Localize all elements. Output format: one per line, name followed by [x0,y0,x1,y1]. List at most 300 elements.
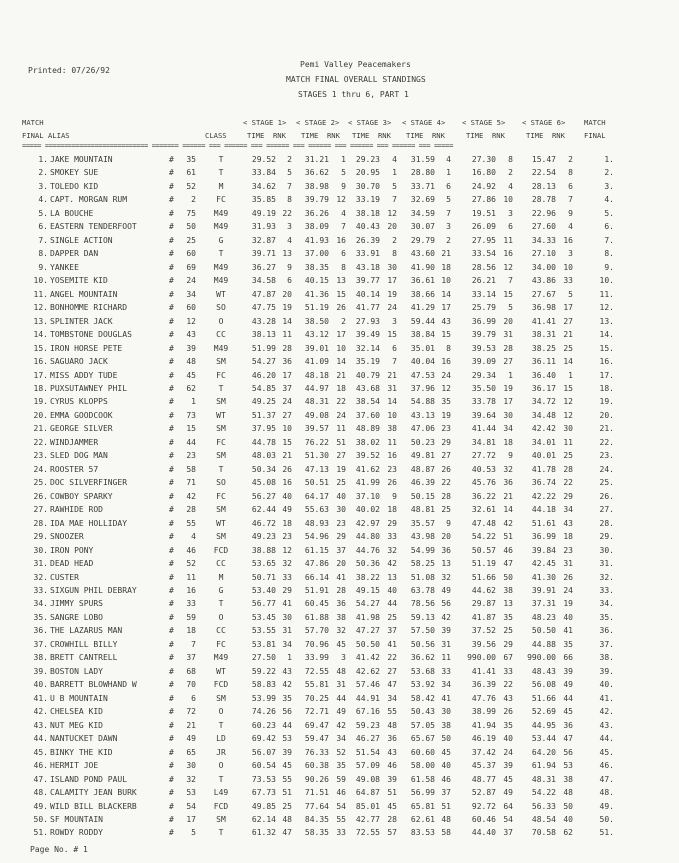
hash-mark: # [169,357,174,367]
row-place: 46. [33,761,48,771]
row-alias: BINKY THE KID [50,747,113,757]
stage3-time: 33.19 [355,195,380,205]
column-header-match-right: MATCH [584,118,606,127]
row-alias: SF MOUNTAIN [50,814,103,824]
stage1-rank: 15 [282,437,292,447]
stage4-rank: 22 [441,478,451,488]
stage4-time: 50.15 [410,491,435,501]
stage1-time: 31.93 [251,222,276,232]
stage6-rank: 28 [563,464,573,474]
stage1-rank: 53 [282,734,292,744]
stage2-time: 33.99 [304,653,329,663]
column-header-stage6: < STAGE 6> [522,118,566,127]
row-shooter-number: 44 [186,437,196,447]
row-match-final: 7. [604,235,614,245]
row-match-final: 23. [599,451,614,461]
stage5-rank: 1 [508,370,513,380]
stage5-rank: 50 [503,572,513,582]
row-class: WT [216,518,226,528]
row-match-final: 46. [599,761,614,771]
stage1-time: 39.71 [251,249,276,259]
column-header-time-rnk-6: TIME RNK [526,131,565,140]
stage5-rank: 36 [503,478,513,488]
stage4-time: 41.90 [410,262,435,272]
stage3-rank: 32 [387,545,397,555]
stage3-time: 30.70 [355,181,380,191]
row-class: T [218,720,224,730]
stage6-rank: 53 [563,761,573,771]
row-place: 47. [33,774,48,784]
row-class: JR [216,747,226,757]
stage5-time: 27.95 [471,235,496,245]
stage5-rank: 35 [503,612,513,622]
stage4-time: 54.88 [410,397,435,407]
stage5-time: 92.72 [471,801,496,811]
row-match-final: 26. [599,491,614,501]
stage2-rank: 25 [336,478,346,488]
row-match-final: 40. [599,680,614,690]
row-shooter-number: 62 [186,383,196,393]
row-alias: DEAD HEAD [50,559,94,569]
stage2-time: 40.15 [304,276,329,286]
stage4-time: 33.71 [410,181,435,191]
row-shooter-number: 53 [186,788,196,798]
stage4-rank: 10 [441,276,451,286]
stage5-rank: 47 [503,559,513,569]
stage6-time: 56.33 [531,801,556,811]
stage4-time: 47.06 [410,424,435,434]
stage5-rank: 24 [503,747,513,757]
row-alias: LA BOUCHE [50,208,94,218]
stage4-rank: 28 [441,491,451,501]
stage2-rank: 41 [336,572,346,582]
stage4-time: 50.56 [410,639,435,649]
stage5-time: 39.09 [471,357,496,367]
hash-mark: # [169,478,174,488]
stage3-time: 38.02 [355,437,380,447]
row-alias: CYRUS KLOPPS [50,397,108,407]
stage6-rank: 9 [568,208,573,218]
hash-mark: # [169,491,174,501]
stage1-time: 73.53 [251,774,276,784]
stage5-rank: 49 [503,788,513,798]
stage1-rank: 8 [287,195,292,205]
stage6-rank: 39 [563,666,573,676]
row-shooter-number: 15 [186,424,196,434]
stage5-time: 36.39 [471,680,496,690]
stage1-rank: 43 [282,666,292,676]
stage4-time: 30.07 [410,222,435,232]
report-subtitle: STAGES 1 thru 6, PART 1 [298,90,409,99]
stage1-time: 56.77 [251,599,276,609]
stage2-time: 39.01 [304,343,329,353]
stage2-rank: 49 [336,707,346,717]
stage4-time: 35.57 [410,518,435,528]
row-class: O [218,707,224,717]
row-match-final: 43. [599,720,614,730]
table-row [0,613,679,626]
stage1-time: 54.27 [251,357,276,367]
stage2-rank: 45 [336,639,346,649]
stage3-time: 42.62 [355,666,380,676]
row-place: 28. [33,518,48,528]
stage5-time: 41.44 [471,424,496,434]
stage3-rank: 16 [387,451,397,461]
stage2-rank: 37 [336,545,346,555]
stage2-rank: 17 [336,330,346,340]
stage6-time: 34.00 [531,262,556,272]
row-alias: EASTERN TENDERFOOT [50,222,137,232]
row-alias: SANGRE LOBO [50,612,103,622]
stage6-rank: 29 [563,491,573,501]
stage4-time: 50.43 [410,707,435,717]
stage3-time: 48.89 [355,424,380,434]
stage6-rank: 47 [563,734,573,744]
stage5-rank: 4 [508,181,513,191]
row-alias: COWBOY SPARKY [50,491,113,501]
row-match-final: 42. [599,707,614,717]
row-alias: EMMA GOODCOOK [50,410,113,420]
stage5-time: 44.62 [471,586,496,595]
stage5-rank: 43 [503,693,513,703]
row-match-final: 6. [604,222,614,232]
stage1-rank: 18 [282,518,292,528]
stage6-rank: 45 [563,707,573,717]
stage4-time: 65.81 [410,801,435,811]
table-row [0,424,679,437]
stage5-time: 27.86 [471,195,496,205]
row-place: 5. [38,208,48,218]
stage6-time: 28.78 [531,195,556,205]
stage5-rank: 2 [508,168,513,178]
stage4-rank: 24 [441,370,451,380]
row-alias: SNOOZER [50,532,84,542]
stage1-time: 69.42 [251,734,276,744]
row-match-final: 36. [599,626,614,636]
stage4-rank: 12 [441,383,451,393]
stage5-rank: 28 [503,343,513,353]
stage6-rank: 34 [563,505,573,515]
row-alias: CROWHILL BILLY [50,639,118,649]
stage1-rank: 4 [287,235,292,245]
stage3-time: 41.99 [355,478,380,488]
stage2-rank: 34 [336,734,346,744]
stage2-time: 70.96 [304,639,329,649]
stage2-rank: 26 [336,303,346,313]
stage2-rank: 13 [336,276,346,286]
row-alias: ANGEL MOUNTAIN [50,289,118,299]
row-match-final: 9. [604,262,614,272]
row-alias: YOSEMITE KID [50,276,108,286]
stage4-rank: 45 [441,747,451,757]
stage4-rank: 25 [441,505,451,515]
row-shooter-number: 6 [191,693,196,703]
stage3-time: 35.19 [355,357,380,367]
row-place: 2. [38,168,48,178]
table-row [0,384,679,397]
stage2-rank: 28 [336,586,346,595]
stage3-rank: 7 [392,357,397,367]
table-row [0,788,679,801]
stage1-time: 49.23 [251,532,276,542]
stage2-time: 71.51 [304,788,329,798]
row-class: SM [216,532,226,542]
column-header-stage5: < STAGE 5> [462,118,506,127]
stage2-rank: 12 [336,195,346,205]
stage4-time: 59.44 [410,316,435,326]
row-place: 35. [33,612,48,622]
stage2-time: 69.47 [304,720,329,730]
stage1-rank: 51 [282,788,292,798]
row-alias: SINGLE ACTION [50,235,113,245]
stage2-time: 48.31 [304,397,329,407]
stage6-time: 48.31 [531,774,556,784]
row-match-final: 39. [599,666,614,676]
stage5-rank: 39 [503,761,513,771]
stage1-rank: 1 [287,653,292,663]
row-alias: ROOSTER 57 [50,464,99,474]
stage3-time: 41.77 [355,303,380,313]
stage4-time: 35.01 [410,343,435,353]
stage6-rank: 18 [563,532,573,542]
row-alias: NUT MEG KID [50,720,103,730]
stage1-time: 53.55 [251,626,276,636]
row-class: T [218,383,224,393]
row-class: M [218,572,224,582]
stage6-rank: 2 [568,155,573,164]
stage1-rank: 10 [282,424,292,434]
stage1-time: 48.03 [251,451,276,461]
hash-mark: # [169,680,174,690]
stage3-rank: 24 [387,303,397,313]
stage5-rank: 42 [503,518,513,528]
hash-mark: # [169,370,174,380]
stage2-time: 51.19 [304,303,329,313]
stage3-time: 49.08 [355,774,380,784]
stage6-time: 37.31 [531,599,556,609]
row-match-final: 44. [599,734,614,744]
row-class: M49 [213,343,229,353]
stage4-time: 46.39 [410,478,435,488]
stage5-time: 16.80 [471,168,496,178]
stage2-time: 41.09 [304,357,329,367]
row-class: CC [216,330,226,340]
stage4-time: 53.68 [410,666,435,676]
stage6-time: 22.54 [531,168,556,178]
table-row [0,775,679,788]
table-row [0,438,679,451]
stage6-time: 39.91 [531,586,556,595]
stage2-rank: 18 [336,383,346,393]
table-row [0,694,679,707]
row-match-final: 49. [599,801,614,811]
stage4-time: 49.81 [410,451,435,461]
stage4-time: 43.98 [410,532,435,542]
stage5-rank: 16 [503,249,513,259]
row-alias: GEORGE SILVER [50,424,113,434]
stage3-rank: 48 [387,720,397,730]
stage5-rank: 27 [503,357,513,367]
stage5-rank: 8 [508,155,513,164]
table-row [0,249,679,262]
stage1-rank: 30 [282,612,292,622]
hash-mark: # [169,653,174,663]
row-class: SM [216,357,226,367]
stage3-time: 40.43 [355,222,380,232]
row-alias: DAPPER DAN [50,249,99,259]
hash-mark: # [169,330,174,340]
stage1-time: 49.19 [251,208,276,218]
hash-mark: # [169,612,174,622]
row-match-final: 28. [599,518,614,528]
row-place: 7. [38,235,48,245]
stage5-time: 40.53 [471,464,496,474]
table-row [0,451,679,464]
stage1-time: 53.65 [251,559,276,569]
stage5-time: 52.87 [471,788,496,798]
stage2-time: 38.50 [304,316,329,326]
row-place: 24. [33,464,48,474]
row-place: 21. [33,424,48,434]
stage5-rank: 7 [508,276,513,286]
stage6-rank: 40 [563,612,573,622]
stage3-time: 29.23 [355,155,380,164]
hash-mark: # [169,707,174,717]
stage3-time: 38.54 [355,397,380,407]
row-shooter-number: 73 [186,410,196,420]
stage2-time: 41.93 [304,235,329,245]
stage3-time: 20.95 [355,168,380,178]
stage3-rank: 51 [387,788,397,798]
table-row [0,357,679,370]
row-class: WT [216,410,226,420]
row-match-final: 22. [599,437,614,447]
row-shooter-number: 50 [186,222,196,232]
stage2-rank: 22 [336,397,346,407]
row-class: SM [216,505,226,515]
stage3-rank: 33 [387,532,397,542]
stage2-rank: 48 [336,666,346,676]
stage4-rank: 17 [441,303,451,313]
row-shooter-number: 4 [191,532,196,542]
table-row [0,815,679,828]
stage1-rank: 55 [282,774,292,784]
stage6-rank: 14 [563,357,573,367]
stage2-rank: 16 [336,235,346,245]
stage6-rank: 17 [563,303,573,313]
stage6-time: 27.60 [531,222,556,232]
stage5-time: 45.76 [471,478,496,488]
hash-mark: # [169,559,174,569]
hash-mark: # [169,505,174,515]
stage4-time: 62.61 [410,814,435,824]
stage3-time: 27.93 [355,316,380,326]
row-shooter-number: 24 [186,276,196,286]
stage1-rank: 3 [287,222,292,232]
stage2-rank: 24 [336,410,346,420]
stage6-rank: 41 [563,626,573,636]
table-row [0,599,679,612]
row-alias: CAPT. MORGAN RUM [50,195,128,205]
hash-mark: # [169,586,174,595]
stage6-time: 36.74 [531,478,556,488]
stage3-rank: 6 [392,343,397,353]
stage1-time: 34.62 [251,181,276,191]
stage6-time: 56.08 [531,680,556,690]
stage3-time: 72.55 [355,828,380,838]
stage6-time: 34.72 [531,397,556,407]
hash-mark: # [169,774,174,784]
row-alias: RAWHIDE ROD [50,505,103,515]
stage4-rank: 30 [441,707,451,717]
row-shooter-number: 2 [191,195,196,205]
stage5-time: 48.77 [471,774,496,784]
row-alias: ISLAND POND PAUL [50,774,128,784]
stage1-rank: 2 [287,155,292,164]
stage2-rank: 3 [341,653,346,663]
stage3-time: 41.98 [355,612,380,622]
hash-mark: # [169,276,174,286]
table-row [0,465,679,478]
stage2-time: 61.15 [304,545,329,555]
stage4-rank: 21 [441,249,451,259]
stage6-time: 38.25 [531,343,556,353]
stage2-rank: 1 [341,155,346,164]
row-place: 38. [33,653,48,663]
stage6-time: 39.84 [531,545,556,555]
stage5-time: 47.76 [471,693,496,703]
row-place: 25. [33,478,48,488]
stage1-rank: 29 [282,586,292,595]
stage1-time: 36.27 [251,262,276,272]
row-place: 6. [38,222,48,232]
row-place: 41. [33,693,48,703]
row-place: 18. [33,383,48,393]
stage6-rank: 40 [563,814,573,824]
stage5-time: 33.78 [471,397,496,407]
stage3-rank: 21 [387,370,397,380]
column-header-final-right: FINAL [584,131,606,140]
stage5-time: 50.57 [471,545,496,555]
column-header-stage2: < STAGE 2> [296,118,340,127]
stage3-time: 57.09 [355,761,380,771]
row-shooter-number: 28 [186,505,196,515]
row-shooter-number: 60 [186,249,196,259]
stage4-rank: 36 [441,545,451,555]
row-class: M49 [213,262,229,272]
stage4-rank: 29 [441,437,451,447]
row-class: M49 [213,653,229,663]
row-shooter-number: 33 [186,599,196,609]
stage4-rank: 39 [441,626,451,636]
row-match-final: 14. [599,330,614,340]
stage1-time: 47.87 [251,289,276,299]
stage3-rank: 14 [387,397,397,407]
stage5-rank: 12 [503,262,513,272]
stage3-time: 50.50 [355,639,380,649]
stage2-time: 76.22 [304,437,329,447]
stage6-rank: 31 [563,559,573,569]
column-header-time-rnk-4: TIME RNK [406,131,445,140]
row-class: G [218,235,224,245]
stage6-time: 38.31 [531,330,556,340]
stage1-rank: 23 [282,532,292,542]
stage4-time: 57.05 [410,720,435,730]
stage5-time: 51.19 [471,559,496,569]
stage5-time: 25.79 [471,303,496,313]
table-row [0,478,679,491]
row-match-final: 41. [599,693,614,703]
